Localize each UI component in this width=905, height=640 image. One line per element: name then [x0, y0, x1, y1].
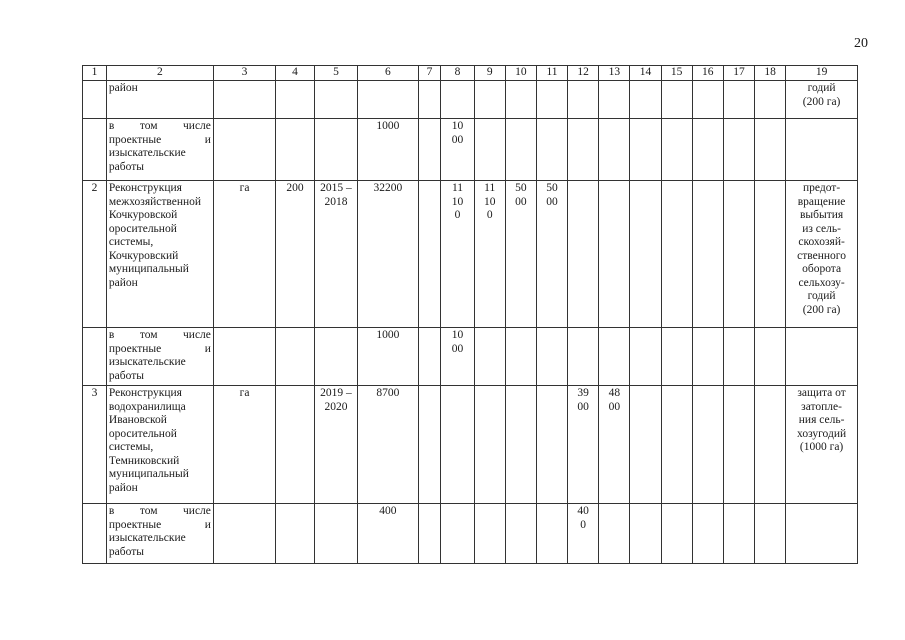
- capacity-cell: [276, 504, 314, 564]
- measure-name: в том числе проектные и изыскательские работы: [106, 504, 213, 564]
- unit-cell: [213, 504, 275, 564]
- empty-cell: [630, 504, 661, 564]
- empty-cell: [661, 386, 692, 504]
- empty-cell: [755, 181, 786, 328]
- row-number: [83, 119, 107, 181]
- year-value-cell: [536, 81, 567, 119]
- empty-cell: [418, 119, 441, 181]
- column-number: 7: [418, 66, 441, 81]
- year-value-cell: [568, 119, 599, 181]
- empty-cell: [755, 81, 786, 119]
- year-value-cell: [474, 81, 505, 119]
- column-number: 14: [630, 66, 661, 81]
- empty-cell: [723, 328, 754, 386]
- year-value-cell: [536, 386, 567, 504]
- year-value-cell: 48 00: [599, 386, 630, 504]
- empty-cell: [661, 328, 692, 386]
- year-value-cell: [536, 119, 567, 181]
- empty-cell: [692, 81, 723, 119]
- empty-cell: [418, 386, 441, 504]
- year-value-cell: 40 0: [568, 504, 599, 564]
- year-value-cell: [441, 504, 474, 564]
- empty-cell: [723, 181, 754, 328]
- unit-cell: [213, 119, 275, 181]
- year-value-cell: [505, 504, 536, 564]
- year-value-cell: [474, 386, 505, 504]
- year-value-cell: [505, 386, 536, 504]
- empty-cell: [630, 119, 661, 181]
- column-number: 8: [441, 66, 474, 81]
- year-value-cell: [441, 386, 474, 504]
- column-number: 12: [568, 66, 599, 81]
- year-value-cell: [599, 504, 630, 564]
- empty-cell: [418, 81, 441, 119]
- empty-cell: [723, 119, 754, 181]
- column-number: 17: [723, 66, 754, 81]
- empty-cell: [630, 386, 661, 504]
- year-value-cell: [505, 119, 536, 181]
- year-value-cell: [599, 119, 630, 181]
- capacity-cell: [276, 386, 314, 504]
- year-value-cell: [474, 504, 505, 564]
- measure-name: в том числе проектные и изыскательские работы: [106, 328, 213, 386]
- column-number: 2: [106, 66, 213, 81]
- empty-cell: [755, 504, 786, 564]
- empty-cell: [755, 119, 786, 181]
- year-value-cell: [474, 119, 505, 181]
- empty-cell: [692, 504, 723, 564]
- page-number: 20: [854, 36, 868, 51]
- table-row: [83, 81, 858, 119]
- empty-cell: [723, 81, 754, 119]
- row-number: 2: [83, 181, 107, 328]
- year-value-cell: 50 00: [536, 181, 567, 328]
- year-value-cell: [536, 504, 567, 564]
- column-number: 5: [314, 66, 358, 81]
- year-value-cell: 11 10 0: [474, 181, 505, 328]
- unit-cell: га: [213, 181, 275, 328]
- empty-cell: [418, 504, 441, 564]
- row-number: 3: [83, 386, 107, 504]
- year-value-cell: [568, 81, 599, 119]
- table-row: [83, 328, 858, 386]
- measure-name: Реконструкция водохранилища Ивановской оросительной системы, Темниковский муниципальный район: [106, 386, 213, 504]
- empty-cell: [661, 181, 692, 328]
- column-number: 11: [536, 66, 567, 81]
- empty-cell: [692, 386, 723, 504]
- period-cell: 2019 – 2020: [314, 386, 358, 504]
- empty-cell: [723, 386, 754, 504]
- empty-cell: [630, 181, 661, 328]
- column-number: 18: [755, 66, 786, 81]
- table-row: [83, 386, 858, 504]
- empty-cell: [630, 328, 661, 386]
- year-value-cell: [568, 328, 599, 386]
- column-number: 15: [661, 66, 692, 81]
- year-value-cell: 10 00: [441, 119, 474, 181]
- column-number: 10: [505, 66, 536, 81]
- empty-cell: [692, 181, 723, 328]
- period-cell: [314, 119, 358, 181]
- measure-name: Реконструкция межхозяйственной Кочкуровской оросительной системы, Кочкуровский муниципальный район: [106, 181, 213, 328]
- year-value-cell: [536, 328, 567, 386]
- row-number: [83, 504, 107, 564]
- result-cell: защита от затопле- ния сель- хозугодий (1000 га): [786, 386, 858, 504]
- unit-cell: [213, 328, 275, 386]
- column-number: 9: [474, 66, 505, 81]
- unit-cell: [213, 81, 275, 119]
- measure-name: район: [106, 81, 213, 119]
- total-cost-cell: [358, 81, 418, 119]
- period-cell: [314, 328, 358, 386]
- capacity-cell: [276, 81, 314, 119]
- table-row: [83, 181, 858, 328]
- total-cost-cell: 8700: [358, 386, 418, 504]
- column-number: 13: [599, 66, 630, 81]
- period-cell: [314, 81, 358, 119]
- year-value-cell: [568, 181, 599, 328]
- capacity-cell: 200: [276, 181, 314, 328]
- investment-table: [82, 65, 858, 564]
- year-value-cell: [599, 328, 630, 386]
- result-cell: предот- вращение выбытия из сель- скохозяй- ственного оборота сельхозу- годий (200 га): [786, 181, 858, 328]
- empty-cell: [630, 81, 661, 119]
- row-number: [83, 328, 107, 386]
- result-cell: [786, 119, 858, 181]
- empty-cell: [755, 328, 786, 386]
- year-value-cell: [441, 81, 474, 119]
- year-value-cell: [474, 328, 505, 386]
- capacity-cell: [276, 328, 314, 386]
- empty-cell: [723, 504, 754, 564]
- year-value-cell: 39 00: [568, 386, 599, 504]
- year-value-cell: 10 00: [441, 328, 474, 386]
- empty-cell: [755, 386, 786, 504]
- year-value-cell: [505, 328, 536, 386]
- column-number: 6: [358, 66, 418, 81]
- period-cell: [314, 504, 358, 564]
- total-cost-cell: 1000: [358, 119, 418, 181]
- year-value-cell: [599, 181, 630, 328]
- table-row: [83, 119, 858, 181]
- empty-cell: [692, 119, 723, 181]
- year-value-cell: [599, 81, 630, 119]
- empty-cell: [661, 81, 692, 119]
- empty-cell: [692, 328, 723, 386]
- capacity-cell: [276, 119, 314, 181]
- total-cost-cell: 32200: [358, 181, 418, 328]
- result-cell: [786, 328, 858, 386]
- column-number: 3: [213, 66, 275, 81]
- row-number: [83, 81, 107, 119]
- period-cell: 2015 – 2018: [314, 181, 358, 328]
- column-number: 19: [786, 66, 858, 81]
- result-cell: годий (200 га): [786, 81, 858, 119]
- column-number: 4: [276, 66, 314, 81]
- total-cost-cell: 400: [358, 504, 418, 564]
- result-cell: [786, 504, 858, 564]
- measure-name: в том числе проектные и изыскательские работы: [106, 119, 213, 181]
- year-value-cell: 50 00: [505, 181, 536, 328]
- table-row: [83, 504, 858, 564]
- empty-cell: [418, 181, 441, 328]
- year-value-cell: [505, 81, 536, 119]
- column-number: 16: [692, 66, 723, 81]
- empty-cell: [418, 328, 441, 386]
- unit-cell: га: [213, 386, 275, 504]
- empty-cell: [661, 119, 692, 181]
- empty-cell: [661, 504, 692, 564]
- year-value-cell: 11 10 0: [441, 181, 474, 328]
- column-number-row: [83, 66, 858, 81]
- column-number: 1: [83, 66, 107, 81]
- total-cost-cell: 1000: [358, 328, 418, 386]
